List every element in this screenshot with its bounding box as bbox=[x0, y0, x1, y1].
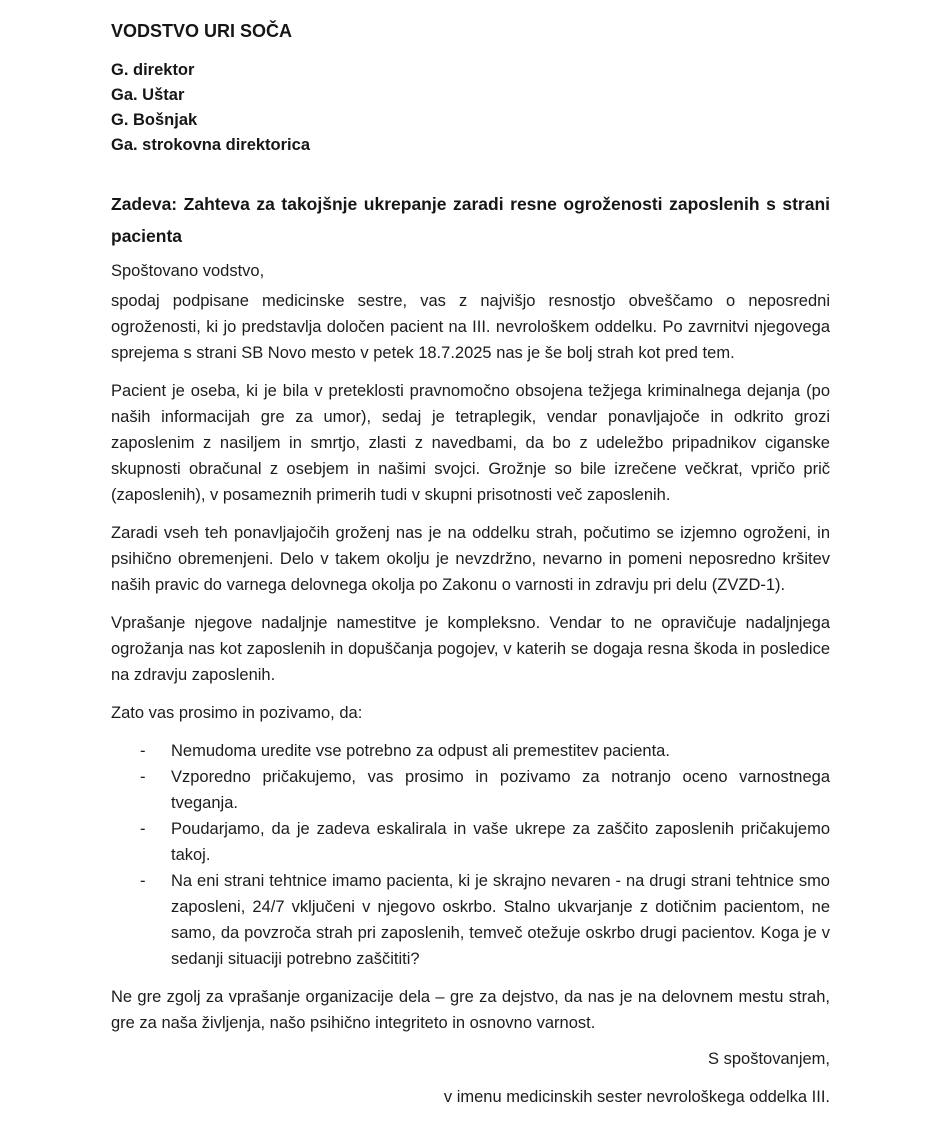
body-paragraph: Vprašanje njegove nadaljnje namestitve je kompleksno. Vendar to ne opravičuje nadaljnjega ogrožanja nas kot zaposlenih in dopuščanja pogojev, v katerih se dogaja resna škoda in posledice na zdravju zaposlenih. bbox=[111, 614, 830, 684]
list-item-text: Vzporedno pričakujemo, vas prosimo in pozivamo za notranjo oceno varnostnega tveganja. bbox=[171, 768, 830, 812]
list-item bbox=[111, 816, 830, 868]
dash-bullet-marker: - bbox=[140, 768, 146, 786]
closing-paragraph: Ne gre zgolj za vprašanje organizacije dela – gre za dejstvo, da nas je na delovnem mestu strah, gre za naša življenja, našo psihično integriteto in osnovno varnost. bbox=[111, 988, 830, 1032]
list-item-text: Poudarjamo, da je zadeva eskalirala in vaše ukrepe za zaščito zaposlenih pričakujemo takoj. bbox=[171, 820, 830, 864]
list-item bbox=[111, 738, 830, 764]
salutation: Spoštovano vodstvo, bbox=[111, 262, 265, 280]
dash-bullet-marker: - bbox=[140, 872, 146, 890]
subject-heading: Zadeva: Zahteva za takojšnje ukrepanje zaradi resne ogroženosti zaposlenih s strani pacienta bbox=[111, 194, 830, 246]
body-paragraph: Zaradi vseh teh ponavljajočih groženj nas je na oddelku strah, počutimo se izjemno ogroženi, in psihično obremenjeni. Delo v takem okolju je nevzdržno, nevarno in pomeni neposredno kršitev naših pravic do varnega delovnega okolja po Zakonu o varnosti in zdravju pri delu (ZVZD-1). bbox=[111, 524, 830, 594]
list-item bbox=[111, 868, 830, 972]
request-list bbox=[111, 738, 830, 972]
document-title: VODSTVO URI SOČA bbox=[111, 21, 293, 41]
sign-off: S spoštovanjem, bbox=[708, 1050, 830, 1068]
dash-bullet-marker: - bbox=[140, 742, 146, 760]
signature-line: v imenu medicinskih sester nevrološkega oddelka III. bbox=[443, 1088, 830, 1106]
list-item bbox=[111, 764, 830, 816]
recipient-line: G. Bošnjak bbox=[111, 111, 198, 129]
body-paragraph: Pacient je oseba, ki je bila v preteklosti pravnomočno obsojena težjega kriminalnega dejanja (po naših informacijah gre za umor), sedaj je tetraplegik, vendar ponavljajoče in odkrito grozi zaposlenim z nasiljem in smrtjo, zlasti z navedbami, da bo z udeležbo pripadnikov ciganske skupnosti obračunal z osebjem in našimi svojci. Grožnje so bile izrečene večkrat, vpričo prič (zaposlenih), v posameznih primerih tudi v skupni prisotnosti več zaposlenih. bbox=[111, 382, 830, 504]
body-paragraph: spodaj podpisane medicinske sestre, vas z najvišjo resnostjo obveščamo o neposredni ogroženosti, ki jo predstavlja določen pacient na III. nevrološkem oddelku. Po zavrnitvi njegovega sprejema s strani SB Novo mesto v petek 18.7.2025 nas je še bolj strah kot pred tem. bbox=[111, 292, 830, 362]
recipient-line: G. direktor bbox=[111, 61, 195, 79]
list-item-text: Na eni strani tehtnice imamo pacienta, ki je skrajno nevaren - na drugi strani tehtnice smo zaposleni, 24/7 vključeni v njegovo oskrbo. Stalno ukvarjanje z dotičnim pacientom, ne samo, da povzroča strah pri zaposlenih, temveč otežuje oskrbo drugi pacientov. Koga je v sedanji situaciji potrebno zaščititi? bbox=[171, 872, 830, 968]
recipient-line: Ga. Uštar bbox=[111, 86, 185, 104]
dash-bullet-marker: - bbox=[140, 820, 146, 838]
recipient-line: Ga. strokovna direktorica bbox=[111, 136, 310, 154]
recipient-list bbox=[111, 58, 830, 158]
list-item-text: Nemudoma uredite vse potrebno za odpust ali premestitev pacienta. bbox=[171, 742, 670, 760]
request-intro: Zato vas prosimo in pozivamo, da: bbox=[111, 704, 363, 722]
